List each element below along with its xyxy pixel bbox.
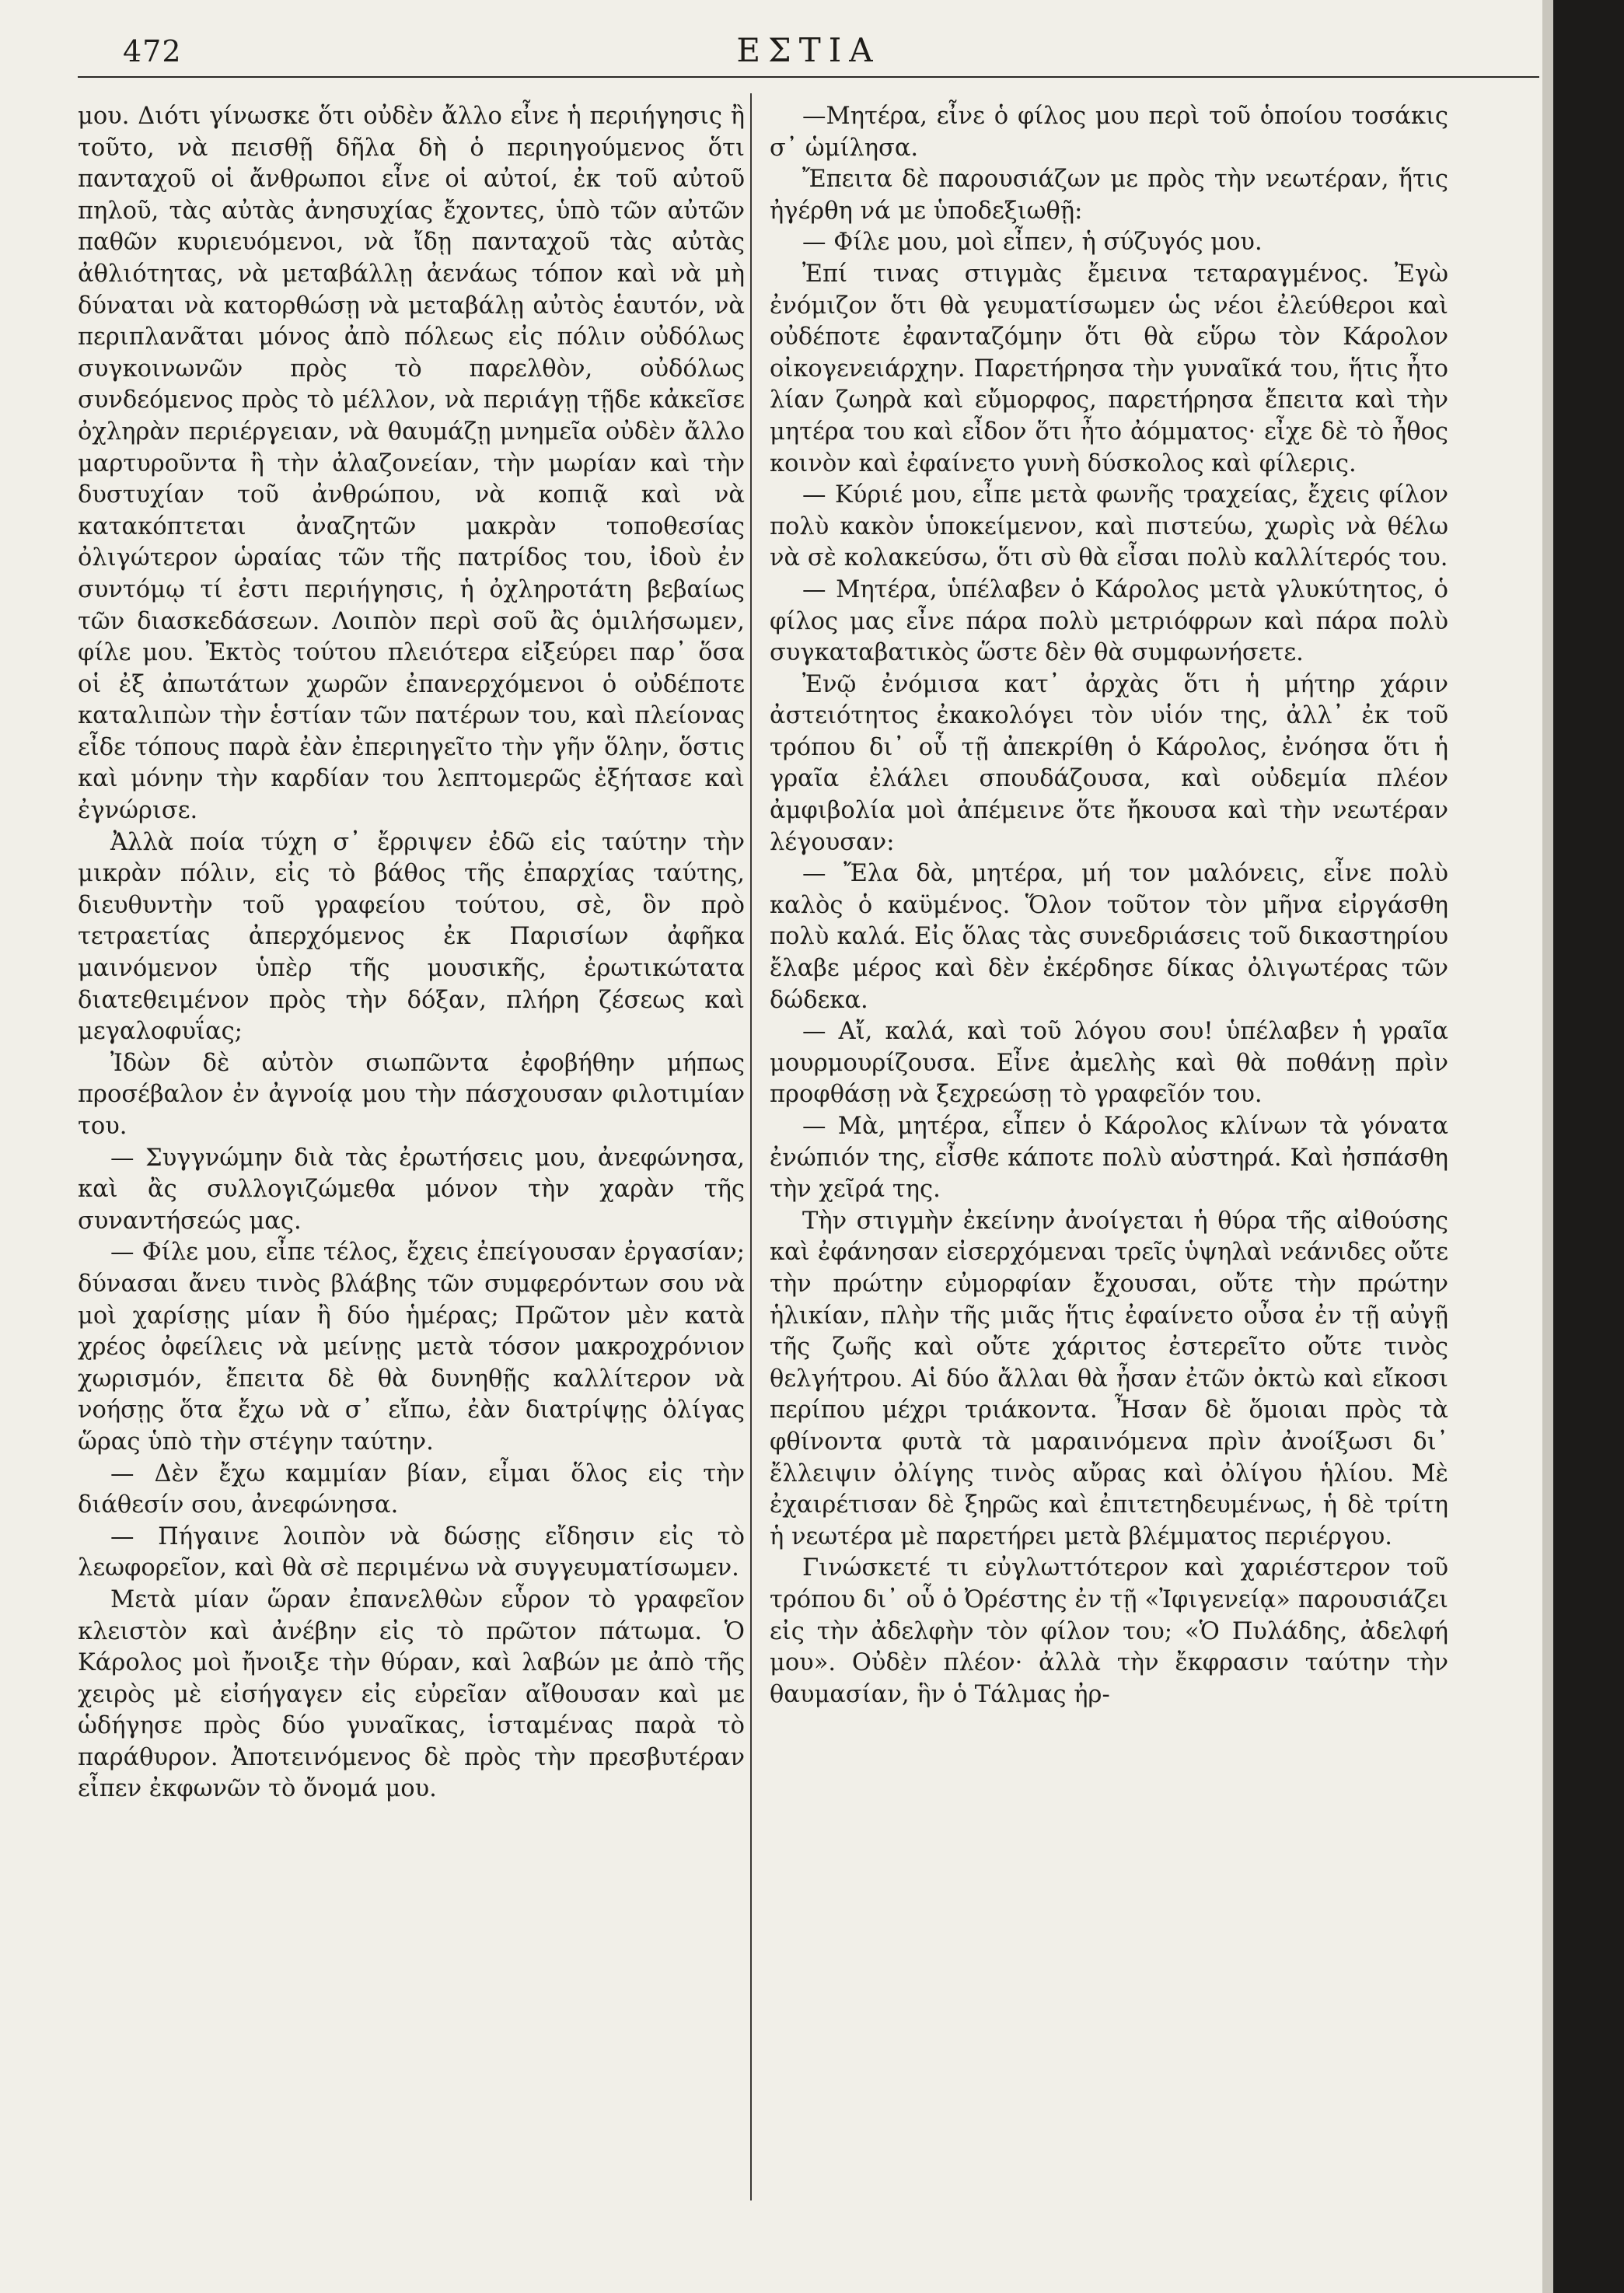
right-column	[770, 101, 1448, 1711]
paragraph: μου. Διότι γίνωσκε ὅτι οὐδὲν ἄλλο εἶνε ἡ περιήγησις ἢ τοῦτο, νὰ πεισθῇ δῆλα δὴ ὁ περιηγούμενος ὅτι πανταχοῦ οἱ ἄνθρωποι εἶνε οἱ αὐτοί, ἐκ τοῦ αὐτοῦ πηλοῦ, τὰς αὐτὰς ἀνησυχίας ἔχοντες, ὑπὸ τῶν αὐτῶν παθῶν κυριευόμενοι, νὰ ἴδῃ πανταχοῦ τὰς αὐτὰς ἀθλιότητας, νὰ μεταβάλλῃ ἀενάως τόπον καὶ νὰ μὴ δύναται νὰ κατορθώσῃ νὰ μεταβάλῃ αὐτὸς ἑαυτόν, νὰ περιπλανᾶται μόνος ἀπὸ πόλεως εἰς πόλιν οὐδόλως συγκοινωνῶν πρὸς τὸ παρελθὸν, οὐδόλως συνδεόμενος πρὸς τὸ μέλλον, νὰ περιάγῃ τῇδε κἀκεῖσε ὀχληρὰν περιέργειαν, νὰ θαυμάζῃ μνημεῖα οὐδὲν ἄλλο μαρτυροῦντα ἢ τὴν ἀλαζονείαν, τὴν μωρίαν καὶ τὴν δυστυχίαν τοῦ ἀνθρώπου, νὰ κοπιᾷ καὶ νὰ κατακόπτεται ἀναζητῶν μακρὰν τοποθεσίας ὀλιγώτερον ὡραίας τῶν τῆς πατρίδος του, ἰδοὺ ἐν συντόμῳ τί ἐστι περιήγησις, ἡ ὀχληροτάτη βεβαίως τῶν διασκεδάσεων. Λοιπὸν περὶ σοῦ ἂς ὁμιλήσωμεν, φίλε μου. Ἐκτὸς τούτου πλειότερα εἰξεύρει παρ᾽ ὅσα οἱ ἐξ ἀπωτάτων χωρῶν ἐπανερχόμενοι ὁ οὐδέποτε καταλιπὼν τὴν ἑστίαν τῶν πατέρων του, καὶ πλείονας εἶδε τόπους παρὰ ἐὰν ἐπεριηγεῖτο τὴν γῆν ὅλην, ὅστις καὶ μόνην τὴν καρδίαν του λεπτομερῶς ἐξήτασε καὶ ἐγνώρισε.	[78, 103, 745, 825]
paragraph: — Κύριέ μου, εἶπε μετὰ φωνῆς τραχείας, ἔχεις φίλον πολὺ κακὸν ὑποκείμενον, καὶ πιστεύω, χωρὶς νὰ θέλω νὰ σὲ κολακεύσω, ὅτι σὺ θὰ εἶσαι πολὺ καλλίτερός του.	[770, 481, 1448, 572]
left-column	[78, 101, 745, 1805]
paragraph: Ἔπειτα δὲ παρουσιάζων με πρὸς τὴν νεωτέραν, ἥτις ἠγέρθη νά με ὑποδεξιωθῇ:	[770, 166, 1448, 225]
paragraph: — Φίλε μου, εἶπε τέλος, ἔχεις ἐπείγουσαν ἐργασίαν; δύνασαι ἄνευ τινὸς βλάβης τῶν συμφερόντων σου νὰ μοὶ χαρίσῃς μίαν ἢ δύο ἡμέρας; Πρῶτον μὲν κατὰ χρέος ὀφείλεις νὰ μείνῃς μετὰ τόσον μακροχρόνιον χωρισμόν, ἔπειτα δὲ θὰ δυνηθῇς καλλίτερον νὰ νοήσῃς ὅτα ἔχω νὰ σ᾽ εἴπω, ἐὰν διατρίψῃς ὀλίγας ὥρας ὑπὸ τὴν στέγην ταύτην.	[78, 1239, 745, 1456]
paragraph: Ἐπί τινας στιγμὰς ἔμεινα τεταραγμένος. Ἐγὼ ἐνόμιζον ὅτι θὰ γευματίσωμεν ὡς νέοι ἐλεύθεροι καὶ οὐδέποτε ἐφανταζόμην ὅτι θὰ εὕρω τὸν Κάρολον οἰκογενειάρχην. Παρετήρησα τὴν γυναῖκά του, ἥτις ἦτο λίαν ζωηρὰ καὶ εὔμορφος, παρετήρησα ἔπειτα καὶ τὴν μητέρα του καὶ εἶδον ὅτι ἦτο ἀόμματος· εἶχε δὲ τὸ ἦθος κοινὸν καὶ ἐφαίνετο γυνὴ δύσκολος καὶ φίλερις.	[770, 260, 1448, 477]
page-edge-shadow	[1542, 0, 1553, 2293]
paragraph: — Μὰ, μητέρα, εἶπεν ὁ Κάρολος κλίνων τὰ γόνατα ἐνώπιόν της, εἶσθε κάποτε πολὺ αὐστηρά. Καὶ ἠσπάσθη τὴν χεῖρά της.	[770, 1113, 1448, 1204]
scan-border	[1553, 0, 1624, 2293]
paragraph: — Πήγαινε λοιπὸν νὰ δώσῃς εἴδησιν εἰς τὸ λεωφορεῖον, καὶ θὰ σὲ περιμένω νὰ συγγευματίσωμεν.	[78, 1522, 745, 1582]
paragraph: — Συγγνώμην διὰ τὰς ἐρωτήσεις μου, ἀνεφώνησα, καὶ ἂς συλλογιζώμεθα μόνον τὴν χαρὰν τῆς συναντήσεώς μας.	[78, 1144, 745, 1235]
paragraph: Ἰδὼν δὲ αὐτὸν σιωπῶντα ἐφοβήθην μήπως προσέβαλον ἐν ἀγνοίᾳ μου τὴν πάσχουσαν φιλοτιμίαν του.	[78, 1049, 745, 1140]
header-rule	[78, 76, 1539, 78]
page-header	[78, 28, 1539, 75]
paragraph: Ἐνῷ ἐνόμισα κατ᾽ ἀρχὰς ὅτι ἡ μήτηρ χάριν ἀστειότητος ἐκακολόγει τὸν υἱόν της, ἀλλ᾽ ἐκ τοῦ τρόπου δι᾽ οὗ τῇ ἀπεκρίθη ὁ Κάρολος, ἐνόησα ὅτι ἡ γραῖα ἐλάλει σπουδάζουσα, καὶ οὐδεμία πλέον ἀμφιβολία μοὶ ἀπέμεινε ὅτε ἤκουσα καὶ τὴν νεωτέραν λέγουσαν:	[770, 670, 1448, 856]
running-title: ΕΣΤΙΑ	[736, 31, 881, 69]
page-number: 472	[123, 34, 182, 68]
paragraph: —Μητέρα, εἶνε ὁ φίλος μου περὶ τοῦ ὁποίου τοσάκις σ᾽ ὡμίλησα.	[770, 103, 1448, 162]
paragraph: Τὴν στιγμὴν ἐκείνην ἀνοίγεται ἡ θύρα τῆς αἰθούσης καὶ ἐφάνησαν εἰσερχόμεναι τρεῖς ὑψηλαὶ νεάνιδες οὔτε τὴν πρώτην εὐμορφίαν ἔχουσαι, οὔτε τὴν πρώτην ἡλικίαν, πλὴν τῆς μιᾶς ἥτις ἐφαίνετο οὖσα ἐν τῇ αὐγῇ τῆς ζωῆς καὶ οὔτε χάριτος ἐστερεῖτο οὔτε τινὸς θελγήτρου. Αἱ δύο ἄλλαι θὰ ἦσαν ἐτῶν ὀκτὼ καὶ εἴκοσι περίπου μέχρι τριάκοντα. Ἦσαν δὲ ὅμοιαι πρὸς τὰ φθίνοντα φυτὰ τὰ μαραινόμενα πρὶν ἀνοίξωσι δι᾽ ἔλλειψιν ὀλίγης τινὸς αὔρας καὶ ὀλίγου ἡλίου. Μὲ ἐχαιρέτισαν δὲ ξηρῶς καὶ ἐπιτετηδευμένως, ἡ δὲ τρίτη ἡ νεωτέρα μὲ παρετήρει μετὰ βλέμματος περιέργου.	[770, 1207, 1448, 1550]
column-divider	[750, 93, 752, 2200]
paragraph: — Μητέρα, ὑπέλαβεν ὁ Κάρολος μετὰ γλυκύτητος, ὁ φίλος μας εἶνε πάρα πολὺ μετριόφρων καὶ πάρα πολὺ συγκαταβατικὸς ὥστε δὲν θὰ συμφωνήσετε.	[770, 575, 1448, 667]
paragraph: — Αἴ, καλά, καὶ τοῦ λόγου σου! ὑπέλαβεν ἡ γραῖα μουρμουρίζουσα. Εἶνε ἀμελὴς καὶ θὰ ποθάνῃ πρὶν προφθάσῃ νὰ ξεχρεώσῃ τὸ γραφεῖόν του.	[770, 1018, 1448, 1109]
paragraph: Γινώσκετέ τι εὐγλωττότερον καὶ χαριέστερον τοῦ τρόπου δι᾽ οὗ ὁ Ὀρέστης ἐν τῇ «Ἰφιγενείᾳ» παρουσιάζει εἰς τὴν ἀδελφὴν τὸν φίλον του; «Ὁ Πυλάδης, ἀδελφή μου». Οὐδὲν πλέον· ἀλλὰ τὴν ἔκφρασιν ταύτην τὴν θαυμασίαν, ἣν ὁ Τάλμας ἠρ-	[770, 1554, 1448, 1708]
paragraph: — Δὲν ἔχω καμμίαν βίαν, εἶμαι ὅλος εἰς τὴν διάθεσίν σου, ἀνεφώνησα.	[78, 1459, 745, 1519]
paragraph: — Ἔλα δὰ, μητέρα, μή τον μαλόνεις, εἶνε πολὺ καλὸς ὁ καϋμένος. Ὅλον τοῦτον τὸν μῆνα εἰργάσθη πολὺ καλά. Εἰς ὅλας τὰς συνεδριάσεις τοῦ δικαστηρίου ἔλαβε μέρος καὶ δὲν ἐκέρδησε δίκας ὀλιγωτέρας τῶν δώδεκα.	[770, 860, 1448, 1014]
paragraph: Ἀλλὰ ποία τύχη σ᾽ ἔρριψεν ἐδῶ εἰς ταύτην τὴν μικρὰν πόλιν, εἰς τὸ βάθος τῆς ἐπαρχίας ταύτης, διευθυντὴν τοῦ γραφείου τούτου, σὲ, ὃν πρὸ τετραετίας ἀπερχόμενος ἐκ Παρισίων ἀφῆκα μαινόμενον ὑπὲρ τῆς μουσικῆς, ἐρωτικώτατα διατεθειμένον πρὸς τὴν δόξαν, πλήρη ζέσεως καὶ μεγαλοφυΐας;	[78, 828, 745, 1046]
paragraph: — Φίλε μου, μοὶ εἶπεν, ἡ σύζυγός μου.	[802, 229, 1263, 257]
paragraph: Μετὰ μίαν ὥραν ἐπανελθὼν εὗρον τὸ γραφεῖον κλειστὸν καὶ ἀνέβην εἰς τὸ πρῶτον πάτωμα. Ὁ Κάρολος μοὶ ἤνοιξε τὴν θύραν, καὶ λαβών με ἀπὸ τῆς χειρὸς μὲ εἰσήγαγεν εἰς εὐρεῖαν αἴθουσαν καὶ με ὡδήγησε πρὸς δύο γυναῖκας, ἱσταμένας παρὰ τὸ παράθυρον. Ἀποτεινόμενος δὲ πρὸς τὴν πρεσβυτέραν εἶπεν ἐκφωνῶν τὸ ὄνομά μου.	[78, 1585, 745, 1803]
